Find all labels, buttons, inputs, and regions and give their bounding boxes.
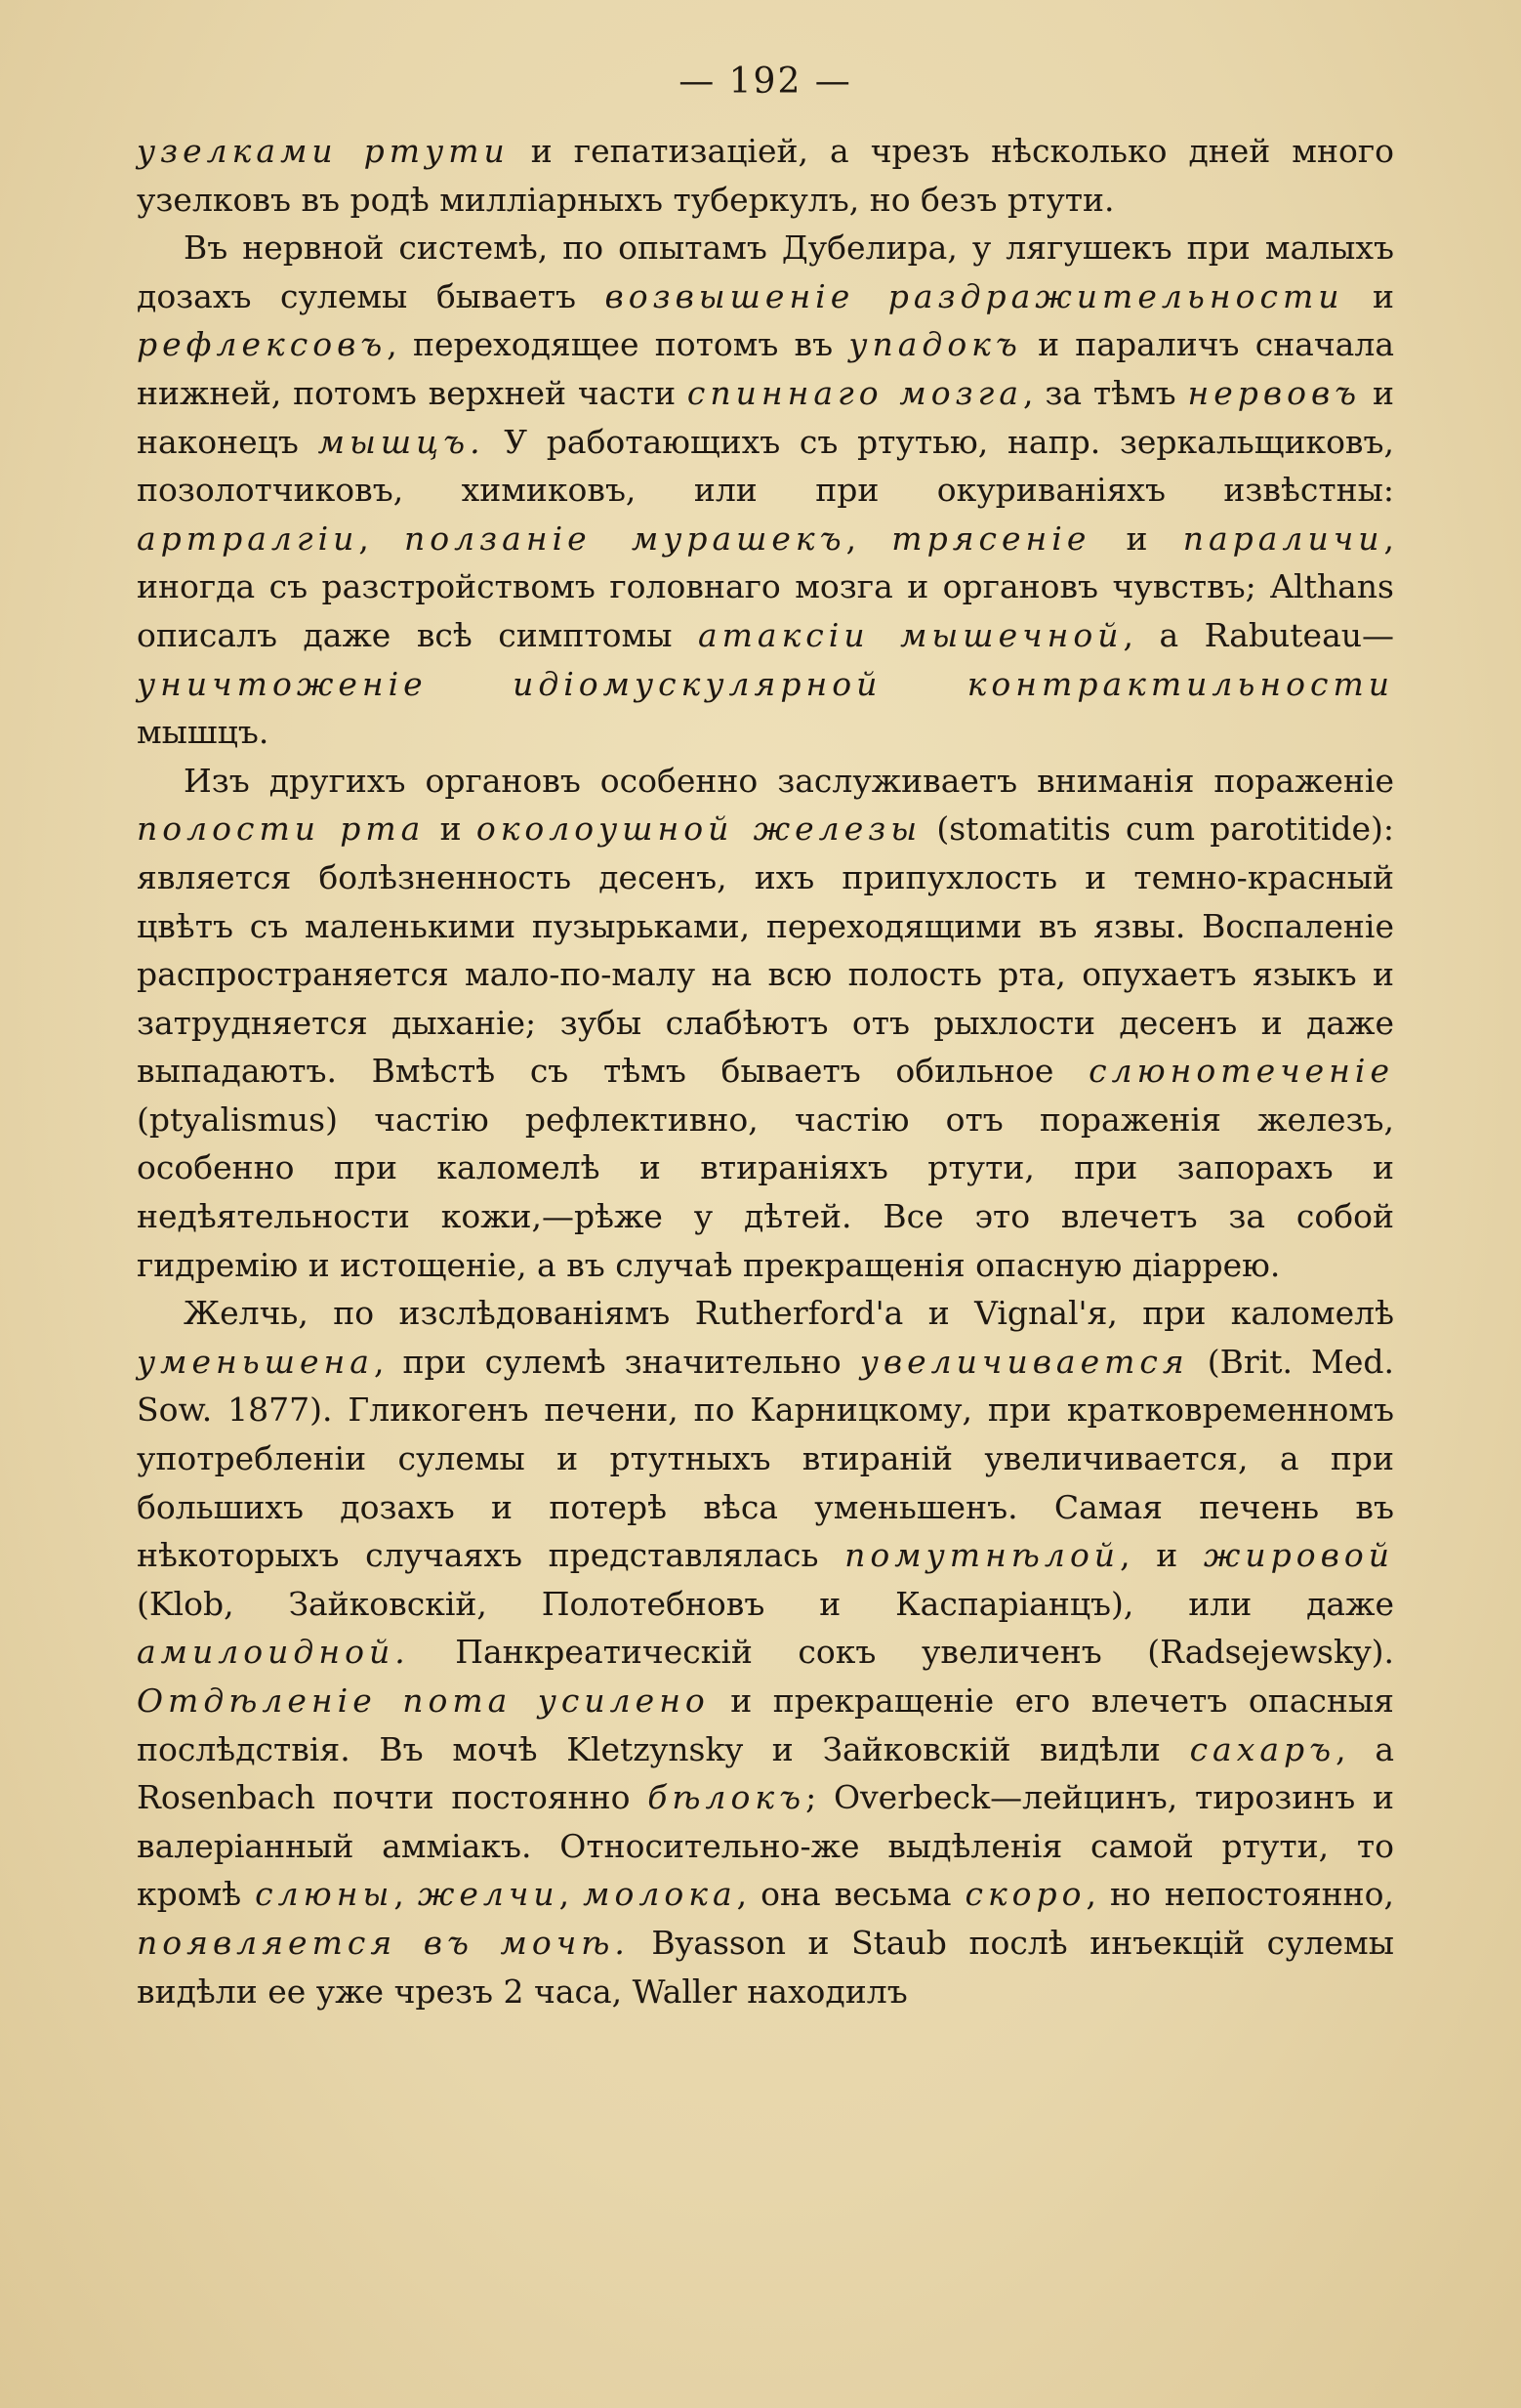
spaced-emphasis: амилоидной. [137,1633,410,1672]
spaced-emphasis: трясеніе [891,519,1091,558]
spaced-emphasis: околоушной железы [475,810,923,849]
spaced-emphasis: мышцъ. [317,422,485,461]
spaced-emphasis: рефлексовъ [137,325,388,364]
spaced-emphasis: слюнотеченіе [1089,1052,1394,1091]
text-run: У работающихъ съ ртутью, напр. зеркальщиковъ, позолотчиковъ, химиковъ, или при окуриваніяхъ извѣстны: [137,422,1394,510]
text-run: , [558,1875,584,1914]
spaced-emphasis: помутнѣлой [844,1536,1121,1575]
spaced-emphasis: полости рта [137,810,426,849]
spaced-emphasis: ползаніе мурашекъ [404,519,846,558]
body-text [137,127,1394,2015]
spaced-emphasis: уменьшена [137,1342,374,1381]
text-run: , а Rosenbach почти постоянно [137,1729,1394,1817]
text-run: , но непостоянно, [1086,1875,1394,1914]
spaced-emphasis: сахаръ [1189,1729,1336,1768]
text-run: Изъ другихъ органовъ особенно заслуживаетъ вниманія пораженіе [184,761,1394,800]
text-run: ; Overbeck—лейцинъ, тирозинъ и валеріанный аммiакъ. Относительно-же выдѣленія самой ртути, то кромѣ [137,1778,1394,1914]
text-run: и гепатизаціей, а чрезъ нѣсколько дней много узелковъ въ родѣ милліарныхъ туберкулъ, но безъ ртути. [137,132,1394,219]
text-run: , при сулемѣ значительно [373,1342,860,1381]
text-run: (ptyalismus) частію рефлективно, частію отъ пораженія железъ, особенно при каломелѣ и втираніяхъ ртути, при запорахъ и недѣятельности кожи,—рѣже у дѣтей. Все это влечетъ за собой гидремію и истощеніе, а въ случаѣ прекращенія опасную діаррею. [137,1100,1394,1284]
spaced-emphasis: желчи [417,1875,559,1914]
spaced-emphasis: бѣлокъ [647,1778,806,1817]
spaced-emphasis: увеличивается [859,1342,1189,1381]
spaced-emphasis: узелками ртути [137,132,510,170]
text-run: , переходящее потомъ въ [387,325,849,364]
spaced-emphasis: уничтоженіе идіомускулярной контрактильности [137,664,1394,703]
paragraph [137,224,1394,757]
text-run: Желчь, по изслѣдованіямъ Rutherford'а и Vignal'я, при каломелѣ [184,1294,1394,1333]
spaced-emphasis: жировой [1203,1536,1394,1575]
spaced-emphasis: параличи [1182,519,1384,558]
spaced-emphasis: артралгіи [137,519,359,558]
spaced-emphasis: слюны [255,1875,394,1914]
text-run: , [358,519,405,558]
spaced-emphasis: Отдѣленіе пота усилено [137,1681,710,1720]
spaced-emphasis: скоро [965,1875,1087,1914]
text-run: и [425,810,476,849]
spaced-emphasis: спиннаго мозга [686,373,1024,412]
text-run: мышцъ. [137,713,269,752]
spaced-emphasis: атаксіи мышечной [697,615,1124,654]
text-run: и [1343,276,1395,315]
text-run: и наконецъ [137,373,1394,461]
spaced-emphasis: появляется въ мочѣ. [137,1923,630,1962]
text-run: , [845,519,892,558]
text-run: и параличъ сначала нижней, потомъ верхней части [137,325,1394,412]
text-run: и [1090,519,1183,558]
text-run: (Brit. Med. Sow. 1877). Гликогенъ печени, по Карницкому, при кратковременномъ употребленіи сулемы и ртутныхъ втираній увеличивается, а при большихъ дозахъ и потерѣ вѣса уменьшенъ. Самая печень въ нѣкоторыхъ случаяхъ представлялась [137,1342,1394,1575]
text-run: Панкреатическій сокъ увеличенъ (Radsejewsky). [409,1633,1394,1672]
spaced-emphasis: упадокъ [848,325,1022,364]
spaced-emphasis: нервовъ [1187,373,1362,412]
text-run: , за тѣмъ [1023,373,1188,412]
page-number: — 192 — [678,62,852,102]
paragraph [137,757,1394,1290]
text-run: Въ нервной системѣ, по опытамъ Дубелира, у лягушекъ при малыхъ дозахъ сулемы бываетъ [137,228,1394,315]
text-run: , [393,1875,418,1914]
spaced-emphasis: молока [583,1875,737,1914]
paragraph [137,127,1394,224]
text-run: , а Rabuteau— [1123,615,1395,654]
paragraph [137,1289,1394,2015]
text-run: Byasson и Staub послѣ инъекцій сулемы видѣли ее уже чрезъ 2 часа, Waller находилъ [137,1923,1394,2011]
text-run: и прекращеніе его влечетъ опасныя послѣдствія. Въ мочѣ Kletzynsky и Зайковскій видѣли [137,1681,1394,1768]
spaced-emphasis: возвышеніе раздражительности [604,276,1344,315]
text-run: , иногда съ разстройствомъ головнаго мозга и органовъ чувствъ; Althans описалъ даже всѣ симптомы [137,519,1394,654]
text-run: (Klob, Зайковскій, Полотебновъ и Каспаріанцъ), или даже [137,1584,1394,1623]
text-run: (stomatitis cum parotitide): является болѣзненность десенъ, ихъ припухлость и темно-красный цвѣтъ съ маленькими пузырьками, переходящими въ язвы. Воспаленіе распространяется мало-по-малу на всю полость рта, опухаетъ языкъ и затрудняется дыханіе; зубы слабѣютъ отъ рыхлости десенъ и даже выпадаютъ. Вмѣстѣ съ тѣмъ бываетъ обильное [137,810,1395,1091]
text-run: , и [1120,1536,1204,1575]
text-run: , она весьма [736,1875,966,1914]
